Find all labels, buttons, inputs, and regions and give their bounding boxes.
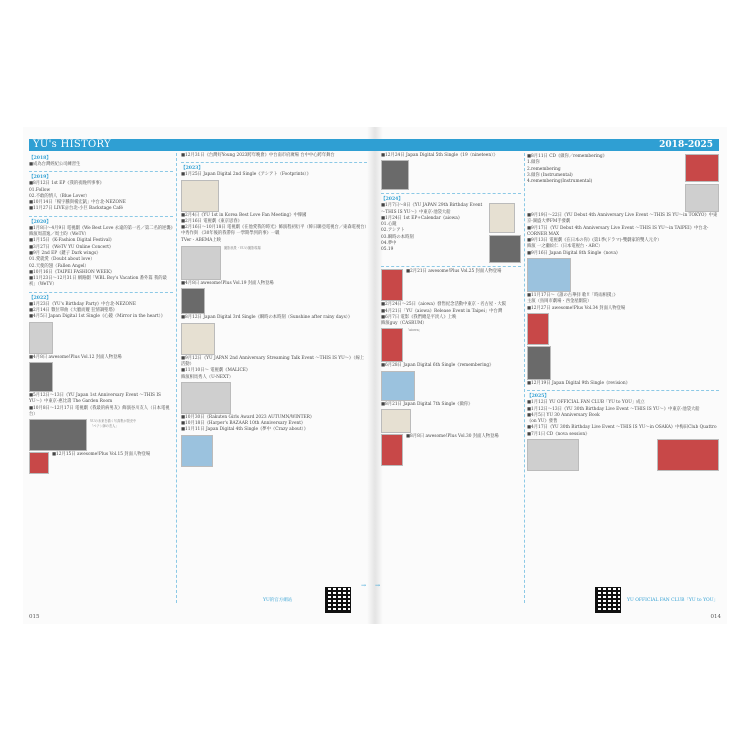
magazine-spread — [23, 127, 727, 624]
photo — [489, 203, 515, 233]
page-number: 014 — [710, 614, 721, 620]
entry-list — [29, 226, 173, 289]
timeline-entry: ■11月23日〜12月31日 網路劇「WBL Boy's Vacation 番外篇 我的最初」（WeTV） — [29, 276, 167, 288]
timeline-entry: 飾演 一之瀬絵仁（日本電視台・ABC） — [527, 244, 603, 250]
entry-list — [181, 281, 367, 287]
entry-list — [29, 181, 173, 212]
timeline-entry: 04.夢中 — [381, 241, 397, 247]
timeline-entry: ■8月8日 awesome!Plus Vol.30 封面人物登場 — [406, 434, 499, 440]
timeline-entry: ■10月14日「楊字騰與楊宏凱」中台北-NEZONE — [29, 200, 126, 206]
timeline-entry: ■9月16日 Japan Digital 8th Single《nova》 — [527, 250, 621, 256]
photo — [29, 419, 87, 451]
timeline-entry: ■9月13日 電視劇《在日本の你》(第1季(ドラマ)-雙劇家的雙人元介） — [527, 238, 662, 244]
qr-label: YU的官方網站 — [263, 598, 293, 603]
photo-caption: 撮影風景・YUの撮影現場 — [224, 246, 261, 251]
qr-code-icon[interactable] — [325, 587, 351, 613]
entry-list — [181, 356, 367, 381]
timeline-entry: ■8月12日 Japan Digital 3rd Single《瞬時の本時刻（Sunshine after rainy days）》 — [181, 315, 353, 321]
timeline-column-2 — [181, 153, 367, 595]
timeline-entry: ■9月17日《YU Debut 4th Anniversary Live Event 〜THIS IS YU〜in TAIPEI》中台北-CORNER MAX — [527, 225, 709, 237]
right-page — [375, 127, 727, 624]
photo — [381, 371, 415, 401]
timeline-entry: 02.不敢的情人（Blue Lover） — [29, 193, 90, 199]
timeline-entry: ■5月12日〜13日《YU Japan 1st Anniversary Event 〜THIS IS YU〜》中東京-惠比壽 The Garden Room — [29, 392, 161, 405]
timeline-entry: ■1月25日 Japan Digital 2nd Single《アシアト（Footprints）》 — [181, 172, 311, 178]
timeline-entry: 01.心鏡 — [381, 222, 397, 228]
photo — [181, 435, 213, 467]
timeline-entry: ■4月5日 YU 30 Anniversary Book — [527, 412, 600, 418]
entry-list — [181, 153, 367, 159]
photo — [685, 154, 719, 182]
photo — [527, 439, 579, 471]
photo — [181, 180, 219, 212]
entry-list — [527, 213, 719, 257]
photo — [527, 258, 571, 292]
photo — [381, 269, 403, 301]
timeline-entry: ■12月27日 awesome!Plus Vol.34 封面人物登場 — [527, 305, 626, 311]
banner-title: YU's HISTORY — [33, 139, 111, 150]
timeline-entry: ■12月15日 awesome!Plus Vol.15 封面人物登場 — [52, 452, 151, 458]
year-heading: 【2019】 — [29, 175, 51, 181]
entry-list — [527, 293, 719, 312]
arrow-icon: → — [361, 582, 367, 589]
timeline-entry: ■2月4日《YU 1st in Korea Best Love Fan Meeting》中韓國 — [181, 212, 307, 218]
timeline-entry: ■11月10日〜 電視劇《MALICE》 — [181, 368, 251, 374]
timeline-entry: ■9月19日〜22日《YU Debut 4th Anniversary Live Event 〜THIS IS YU〜in TOKYO》中東京-湖盛大夢FM手發劇 — [527, 213, 718, 225]
timeline-entry: ■2月24日〜25日《aiowa》發售紀念活動中東京・名古屋・大阪 — [381, 302, 507, 308]
timeline-column-4 — [527, 153, 719, 595]
entry-list — [527, 154, 682, 185]
timeline-entry: ■11月17日〜《誰の古華拝 歌!!「時雨相撲」》 — [527, 293, 618, 299]
timeline-entry: ■1月23日《YU's Birthday Party》中台北-NEZONE — [29, 301, 136, 307]
entry-list — [29, 162, 173, 168]
photo-caption: 「ペテン師の恋人」 — [90, 423, 119, 428]
photo — [381, 160, 409, 190]
entry-list — [181, 213, 367, 244]
timeline-entry: ■10月18日《Harper's BAZAAR 10th Anniversary Event》 — [181, 421, 306, 427]
timeline-entry: ■1月7日〜8日《YU JAPAN 29th Birthday Event 〜THIS IS YU〜》中東京-池袋大船 — [381, 203, 483, 215]
timeline-entry: ■7月1日 CD《nova session》 — [527, 431, 590, 437]
timeline-entry: 飾演guy（CASRUM） — [381, 321, 427, 327]
timeline-entry: ■10月16日《TAIPEI FASHION WEEK》 — [29, 269, 115, 275]
entry-list — [381, 302, 521, 327]
timeline-entry: ■12月31日《台灣好Young 2023跨年晚會》中台南市府廣場 台中中心跨年舞台 — [181, 153, 335, 158]
column-divider — [524, 153, 525, 603]
timeline-entry: 中秀作與 《30年後的我帶你 一學期學到的事》一職 — [181, 231, 280, 237]
timeline-entry: ■11月11日 Japan Digital 4th Single《夢中（Crazy about）》 — [181, 427, 308, 433]
year-heading: 【2018】 — [29, 156, 51, 161]
timeline-entry: 2.remembering — [527, 166, 561, 172]
photo — [181, 382, 231, 414]
qr-code-icon[interactable] — [595, 587, 621, 613]
timeline-entry: ■8月11日 CD《做你／remembering》 — [527, 154, 607, 159]
timeline-entry: ■成為台灣經紀公司練習生 — [29, 162, 81, 167]
timeline-entry: ■1月8日〜4月9日 電視劇《We Best Love 永遠的第一名／第二名的逆襲》飾演周書逸／周士昀（WeTV） — [29, 225, 173, 238]
timeline-column-1 — [29, 153, 173, 595]
year-heading: 【2025】 — [527, 394, 549, 400]
photo — [381, 409, 411, 433]
timeline-entry: TVer・ABEMA上映 — [181, 237, 221, 243]
timeline-entry: 05.19 — [381, 247, 394, 253]
year-heading: 【2020】 — [29, 219, 51, 225]
photo-caption: YUの未来を描く写真集が発売中 — [90, 419, 137, 424]
timeline-entry: ■1月12日 YU OFFICIAL FAN CLUB「YU to YOU」成立 — [527, 400, 645, 406]
timeline-entry: ■4月21日「YU《aiowa》Release Event in Taipei」中台灣 — [381, 308, 503, 314]
banner-years: 2018-2025 — [659, 140, 713, 150]
timeline-entry: ■12月19日 Japan Digital 9th Single《revision》 — [527, 380, 630, 386]
timeline-entry: 飾演相馬秀人（U-NEXT） — [181, 374, 234, 380]
timeline-entry: ■2月16日 電視劇《東京思春》 — [181, 218, 242, 224]
year-heading: 【2023】 — [181, 166, 203, 172]
photo — [489, 235, 521, 263]
photo — [181, 323, 215, 355]
timeline-entry: ■1月12日〜13日《YU 30th Birthday Live Event 〜THIS IS YU〜》中東京-池袋大船 — [527, 406, 700, 412]
timeline-entry: ■4月5日 Japan Digital 1st Single《心鏡（Mirror in the heart）》 — [29, 314, 166, 320]
timeline-entry: 《on YU》發售 — [527, 419, 558, 425]
entry-list — [381, 153, 521, 159]
timeline-entry: ■11月27日 LIVE＠台北-小巨 Backstage Café — [29, 206, 123, 212]
timeline-entry: ■12月24日 Japan Digital 5th Single《19（nineteen）》 — [381, 153, 498, 158]
timeline-entry: 1.做你 — [527, 160, 540, 166]
year-heading: 【2022】 — [29, 295, 51, 301]
entry-list — [181, 415, 367, 434]
timeline-entry: ■6月28日 Japan Digital 6th Single《remembering》 — [381, 363, 494, 369]
timeline-entry: ■10月30日《Rakuten Girls Award 2023 AUTUMN/WINTER》 — [181, 414, 315, 420]
entry-list — [527, 400, 719, 438]
timeline-entry: 01.Follow — [29, 187, 51, 193]
photo — [181, 246, 221, 280]
timeline-entry: 主演（鳥岡市劇場・西金屋劇院） — [527, 299, 592, 305]
timeline-entry: ■9月 2nd EP《鍵子 Dark wings》 — [29, 250, 101, 256]
timeline-entry: ■8月21日 Japan Digital 7th Single《做你》 — [381, 401, 473, 407]
photo — [685, 184, 719, 212]
photo — [657, 439, 719, 471]
photo — [29, 322, 53, 354]
timeline-entry: 01.愛就愛（Doubt about love） — [29, 257, 95, 263]
history-banner — [375, 139, 719, 151]
timeline-entry: ■2月16日〜10月18日 電視劇《在他愛我的時光》飾演程初衍平（韓日聯亞電視台／東森電視台） — [181, 225, 369, 231]
timeline-entry: ■2月14日 數位單曲《大膽而縱 狂情調聖塔》 — [29, 308, 118, 314]
qr-label: YU OFFICIAL FAN CLUB「YU to YOU」 — [627, 598, 719, 603]
photo — [381, 434, 403, 466]
timeline-entry: ■3月27日《WeTV YU Online Concert》 — [29, 244, 114, 250]
timeline-entry: ■6月7日 電影《我們總是平淡人》上映 — [381, 314, 457, 320]
timeline-entry: ■9月12日《YU JAPAN 2nd Anniversary Streaming Talk Event 〜THIS IS YU〜》（線上活動） — [181, 355, 365, 367]
timeline-entry: 03.瞬時の本時刻 — [381, 234, 414, 240]
left-page — [23, 127, 375, 624]
column-divider — [176, 153, 177, 603]
entry-list — [29, 393, 173, 418]
entry-list — [29, 302, 173, 321]
photo — [527, 313, 549, 345]
entry-list — [527, 381, 719, 387]
photo — [381, 328, 403, 362]
timeline-entry: ■4月8日 awesome!Plus Vol.12 封面人物登場 — [29, 354, 122, 360]
timeline-column-3 — [381, 153, 521, 595]
entry-list — [381, 363, 521, 369]
entry-list — [381, 203, 486, 253]
entry-list — [406, 269, 521, 275]
timeline-entry: 02.アシアト — [381, 228, 405, 234]
timeline-entry: ■4月8日 awesome!Plus Vol.19 封面人物登場 — [181, 281, 274, 287]
entry-list — [52, 452, 173, 458]
timeline-entry: ■1月15日《K-Fashion Digital Festival》 — [29, 238, 115, 244]
photo-caption: 「aiowa」 — [406, 328, 422, 333]
arrow-icon: → — [375, 582, 381, 589]
timeline-entry: ■8月12日 1st EP《我的夜晚所事事》 — [29, 181, 104, 187]
entry-list — [406, 434, 521, 440]
timeline-entry: ■2月21日 awesome!Plus Vol.25 封面人物登場 — [406, 269, 502, 275]
timeline-entry: ■4月17日《YU 30th Birthday Live Event 〜THIS IS YU〜in OSAKA》中梅田Club Quattro — [527, 425, 717, 431]
timeline-entry: 4.remembering(Instrumental) — [527, 179, 593, 185]
timeline-entry: 3.做你 (Instrumental) — [527, 172, 573, 178]
entry-list — [181, 172, 367, 178]
photo — [29, 362, 53, 392]
history-banner — [29, 139, 375, 151]
photo — [29, 452, 49, 474]
photo — [181, 288, 205, 314]
entry-list — [381, 402, 521, 408]
photo — [527, 346, 551, 380]
timeline-entry: ■10月8日〜12月17日 電視劇《我最的病男友》飾演谷川友人（日本電視台） — [29, 405, 170, 417]
timeline-entry: 02.天使的翅（Fallen Angel） — [29, 263, 89, 269]
entry-list — [181, 315, 367, 321]
entry-list — [29, 355, 173, 361]
timeline-entry: ■1月24日 1st EP+Calendar《aiowa》 — [381, 215, 463, 221]
year-heading: 【2024】 — [381, 197, 403, 203]
page-number: 015 — [29, 614, 40, 620]
